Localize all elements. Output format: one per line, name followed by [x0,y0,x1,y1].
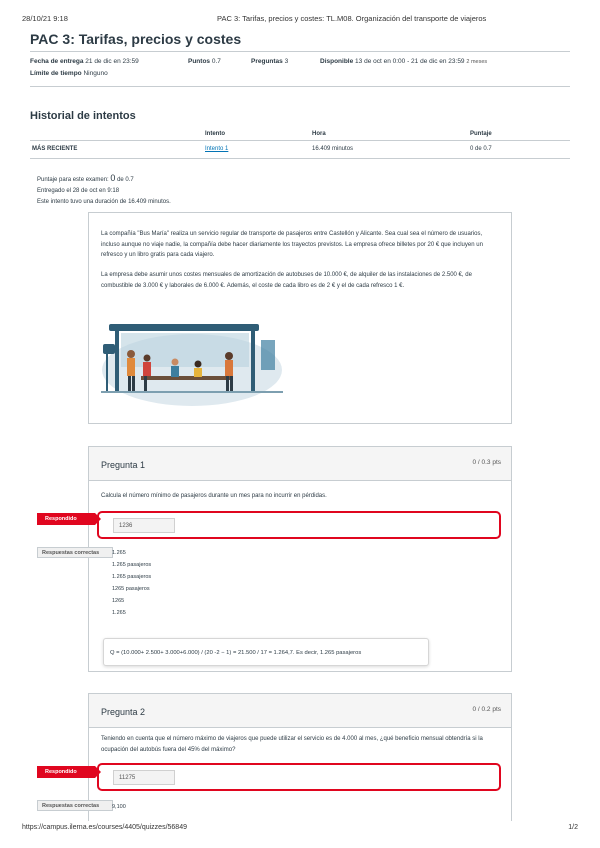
question-1-title: Pregunta 1 [101,460,146,470]
attempt-time: 16.409 minutos [312,146,354,152]
quiz-availability: Disponible 13 de oct en 0:00 - 21 de dic en 23:59 2 meses [320,58,488,65]
history-heading: Historial de intentos [30,110,136,122]
duration-line: Este intento tuvo una duración de 16.409 minutos. [37,199,171,205]
correct-answer: 1.265 pasajeros [112,562,152,568]
intro-paragraph-1: La compañía "Bus María" realiza un servicio regular de transporte de pasajeros entre Castellón y Alicante. Sea cual sea el número de usuarios, incluso aunque no viaje nadie, la compañía debe hacer diariamente los trayectos previstos. La empresa ofrece billetes por 20 € que incluyen un refresco y un libro gratis para cada viajero. [101,231,483,258]
submitted-line: Entregado el 28 de oct en 9:18 [37,188,120,194]
correct-answers-list [112,801,126,813]
latest-tag: MÁS RECIENTE [32,146,78,152]
answered-flag: Respondido [37,513,95,525]
score-summary [37,173,171,208]
answer-2-input[interactable]: 11275 [113,770,175,785]
divider [30,158,570,159]
correct-answers-flag: Respuestas correctas [37,800,113,811]
answer-explanation: Q = (10.000+ 2.500+ 3.000+6.000) / (20 -2 − 1) = 21.500 / 17 = 1.264,7. Es decir, 1.265 pasajeros [103,638,429,666]
correct-answers-list [112,547,151,619]
question-2-text: Teniendo en cuenta que el número máximo de viajeros que puede utilizar el servicio es de 4.000 al mes, ¿qué beneficio mensual obtendría si la ocupación del autobús fuera del 45% del máximo? [101,736,483,753]
question-1-points: 0 / 0.3 pts [472,459,501,466]
quiz-meta-row [30,58,139,65]
correct-answer: 1265 pasajeros [112,586,150,592]
answer-frame-incorrect [97,511,501,539]
page-number: 1/2 [568,824,578,831]
question-2-title: Pregunta 2 [101,707,146,717]
question-1-header [89,447,511,481]
divider [30,140,570,141]
intro-box [88,212,512,424]
print-footer [22,824,578,831]
correct-answer: 9,100 [112,804,126,810]
answered-flag: Respondido [37,766,95,778]
page-title: PAC 3: Tarifas, precios y costes [30,31,242,47]
answer-1-input[interactable]: 1236 [113,518,175,533]
correct-answer: 1265 [112,598,125,604]
question-2-header [89,694,511,728]
correct-answer: 1.265 pasajeros [112,574,152,580]
correct-answers-flag: Respuestas correctas [37,547,113,558]
due-date: Fecha de entrega 21 de dic en 23:59 [30,58,139,65]
quiz-time-limit: Límite de tiempo Ninguno [30,70,108,77]
print-datetime: 28/10/21 9:18 [22,14,68,23]
attempt-1-link[interactable]: Intento 1 [205,146,229,152]
answer-frame-incorrect [97,763,501,791]
divider [30,51,570,52]
question-1-text: Calcula el número mínimo de pasajeros durante un mes para no incurrir en pérdidas. [101,493,327,499]
column-header-time: Hora [312,131,326,137]
score-line: Puntaje para este examen: 0 de 0.7 [37,173,134,183]
correct-answer: 1.265 [112,610,126,616]
intro-paragraph-2: La empresa debe asumir unos costes mensuales de amortización de autobuses de 10.000 €, de alquiler de las instalaciones de 2.500 €, de combustible de 3.000 € y laborales de 6.000 €. Además, el coste de cada libro es de 2 € y el de cada refresco 1 €. [101,272,472,289]
column-header-attempt: Intento [205,131,225,137]
bus-stop-illustration [101,318,283,406]
attempt-score: 0 de 0.7 [470,146,492,152]
quiz-points: Puntos 0.7 [188,58,221,65]
divider [30,86,570,87]
print-url: https://campus.ilerna.es/courses/4405/quizzes/56849 [22,824,187,831]
print-header [22,14,578,24]
correct-answer: 1.265 [112,550,126,556]
column-header-score: Puntaje [470,131,492,137]
quiz-questions: Preguntas 3 [251,58,289,65]
question-2-points: 0 / 0.2 pts [472,706,501,713]
question-2 [88,693,512,821]
print-doc-title: PAC 3: Tarifas, precios y costes: TL.M08. Organización del transporte de viajeros [217,14,487,23]
